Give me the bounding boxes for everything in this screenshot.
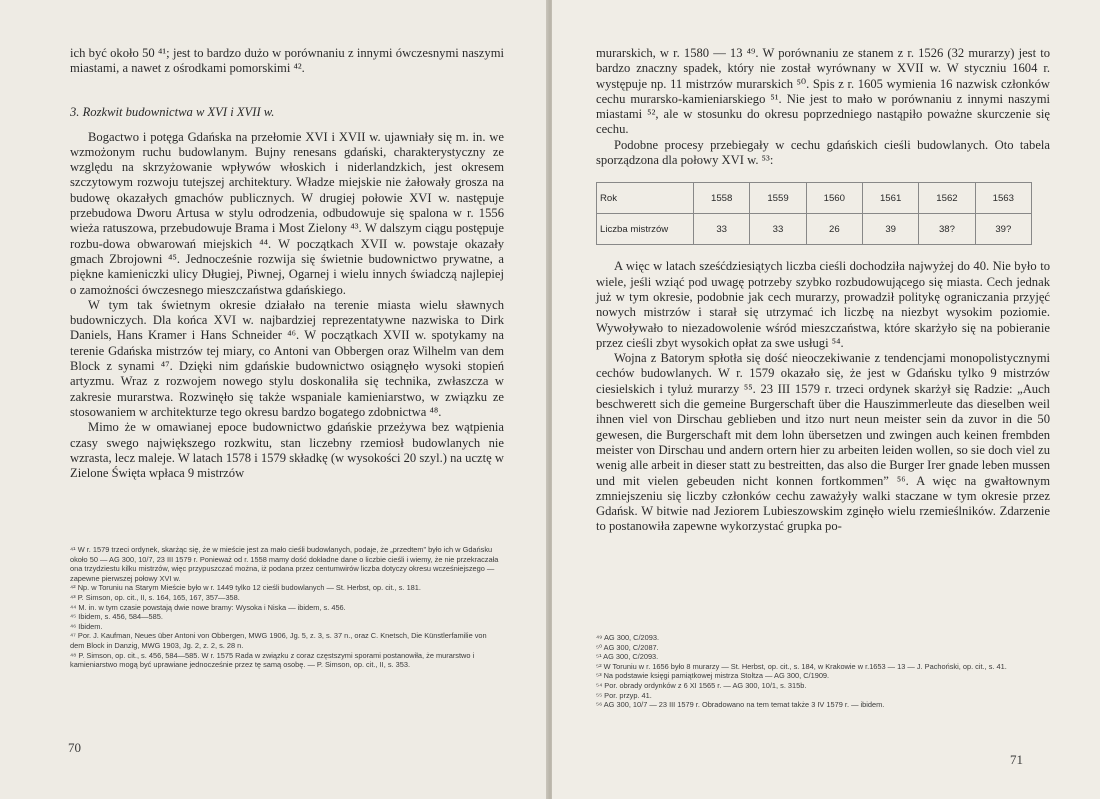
table-cell: 38? (919, 214, 975, 245)
page-number-left: 70 (68, 740, 81, 755)
left-paragraph-1: Bogactwo i potęga Gdańska na przełomie XVI i XVII w. ujawniały się m. in. we wzmożonym ruchu budowlanym. Bujny renesans gdański, charakterystyczny ze względu na skrzyżowanie wpływów włoskich i niderlandzkich, jest okresem szczytowym rozwoju tutejszej architektury. Władze miejskie nie żałowały grosza na budowę okazałych gmachów publicznych. W drugiej połowie XVI w. następuje przebudowa Dworu Artusa w stylu odrodzenia, odbudowuje się spalona w r. 1556 wieża ratuszowa, przebudowuje Brama i Most Zielony ⁴³. W dalszym ciągu postępuje rozbu-dowa obwarowań miejskich ⁴⁴. W początkach XVII w. powstaje okazały gmach Zbrojowni ⁴⁵. Jednocześnie rozwija się świetnie budownictwo prywatne, a piękne kamieniczki ulicy Długiej, Piwnej, Ogarnej i wielu innych świadczą najlepiej o zamożności ówczesnego mieszczaństwa gdańskiego. (70, 129, 504, 297)
table-cell: 1561 (862, 183, 918, 214)
table-row (597, 214, 1032, 245)
footnote: ⁵¹ AG 300, C/2093. (596, 652, 659, 662)
right-footnotes (596, 633, 1036, 710)
footnote: ⁴⁸ P. Simson, op. cit., s. 456, 584—585. W r. 1575 Rada w związku z coraz częstszymi sporami postanowiła, że murarstwo i kamieniarstwo mogą być uprawiane jednocześnie przez tę samą osobę. — P. Simson, op. cit., II, s. 353. (70, 650, 475, 670)
footnote: ⁴³ P. Simson, op. cit., II, s. 164, 165, 167, 357—358. (70, 592, 240, 602)
table-cell: 1563 (975, 183, 1031, 214)
table-cell: 1559 (750, 183, 806, 214)
footnote: ⁵⁴ Por. obrady ordynków z 6 XI 1565 r. — AG 300, 10/1, s. 315b. (596, 680, 807, 690)
right-paragraph-1: A więc w latach sześćdziesiątych liczba cieśli dochodziła najwyżej do 40. Nie było to wiele, jeśli wziąć pod uwagę potrzeby szybko rozbudowującego się miasta. Cech jednak już w tym okresie, podobnie jak cech murarzy, prowadził politykę ograniczania przyjęć nowych mistrzów i starał się utrzymać ich liczbę na niezbyt wysokim poziomie. Wywoływało to niezadowolenie wśród mieszczaństwa, które skarżyło się na pobieranie przez cieśli zbyt wysokich opłat za swe usługi ⁵⁴. (596, 259, 1050, 350)
table-header-count: Liczba mistrzów (597, 214, 694, 245)
table-cell: 26 (806, 214, 862, 245)
left-footnotes (70, 545, 502, 670)
table-row (597, 183, 1032, 214)
footnote: ⁴¹ W r. 1579 trzeci ordynek, skarżąc się, że w mieście jest za mało cieśli budowlanych, podaje, że „przedtem” było ich w Gdańsku około 50 — AG 300, 10/7, 23 III 1579 r. Ponieważ od r. 1558 mamy dość dokładne dane o liczbie cieśli i wiemy, że nie przekraczała ona trzydziestu kilku mistrzów, więc przypuszczać można, iż podana przez centumwirów liczba dotyczy okresu wcześniejszego — zapewne pierwszej połowy XVI w. (70, 545, 499, 583)
carpenters-table (596, 182, 1032, 245)
footnote: ⁵² W Toruniu w r. 1656 było 8 murarzy — St. Herbst, op. cit., s. 184, w Krakowie w r.1653 — 13 — J. Pachoński, op. cit., s. 41. (596, 661, 1007, 671)
footnote: ⁵⁵ Por. przyp. 41. (596, 690, 652, 700)
table-cell: 39 (862, 214, 918, 245)
right-text-continuation: murarskich, w r. 1580 — 13 ⁴⁹. W porównaniu ze stanem z r. 1526 (32 murarzy) jest to bardzo znaczny spadek, który nie został wyrównany w XVII w. W styczniu 1604 r. występuje np. 11 mistrzów murarskich ⁵⁰. Spis z r. 1605 wymienia 16 nazwisk członków cechu murarsko-kamieniarskiego ⁵¹. Nie jest to mało w porównaniu z innymi naszymi miastami ⁵², ale w stosunku do okresu poprzedniego nastąpiło poważne skurczenie się cechu. (596, 46, 1050, 137)
footnote: ⁴² Np. w Toruniu na Starym Mieście było w r. 1449 tylko 12 cieśli budowlanych — St. Herbst, op. cit., s. 181. (70, 583, 421, 593)
footnote: ⁴⁷ Por. J. Kaufman, Neues über Antoni von Obbergen, MWG 1906, Jg. 5, z. 3, s. 37 n., oraz C. Knetsch, Die Künstlerfamilie von dem Block in Danzig, MWG 1903, Jg. 2, z. 2, s. 28 n. (70, 631, 487, 650)
table-cell: 1560 (806, 183, 862, 214)
left-text-continuation: ich być około 50 ⁴¹; jest to bardzo dużo w porównaniu z innymi ówczesnymi naszymi miastami, a nawet z ośrodkami pomorskimi ⁴². (70, 46, 504, 76)
footnote: ⁴⁶ Ibidem. (70, 621, 103, 631)
footnote: ⁵⁰ AG 300, C/2087. (596, 642, 659, 652)
footnote: ⁴⁹ AG 300, C/2093. (596, 633, 660, 642)
left-page (0, 0, 548, 799)
table-cell: 33 (694, 214, 750, 245)
table-cell: 39? (975, 214, 1031, 245)
table-intro-paragraph: Podobne procesy przebiegały w cechu gdańskich cieśli budowlanych. Oto tabela sporządzona dla połowy XVI w. ⁵³: (596, 137, 1050, 168)
footnote: ⁵⁶ AG 300, 10/7 — 23 III 1579 r. Obradowano na tem temat także 3 IV 1579 r. — ibidem. (596, 700, 885, 710)
table-header-year: Rok (597, 183, 694, 214)
right-paragraph-2: Wojna z Batorym spłotła się dość nieoczekiwanie z tendencjami monopolistycznymi cechów budowlanych. W r. 1579 okazało się, że jest w Gdańsku tylko 9 mistrzów ciesielskich i tyluż murarzy ⁵⁵. 23 III 1579 r. trzeci ordynek skarżył się Radzie: „Auch beschwerett sich die gemeine Burgerschaft über die Hauszimmerleute das dieselben weil ihnen viel von Dirschau geblieben und itzo nurt neun meister sein da zuvor in die 50 gewesen, die Burgerschaft mit dem lohn übersetzen und zwingen auch keinen frembden meister von Dirschau und andern ortern hier zu arbeiten leiden wollen, so sie doch viel zu wenig alle arbeit in dieser statt zu bestreitten, das also die Burger Irer gnade leben mussen und mit vielen gebeuden nicht konnen fortkommen” ⁵⁶. A więc na gwałtownym zmniejszeniu się liczby członków cechu zaważyły walki staczane w tym okresie przez Gdańsk. W bitwie nad Jeziorem Lubieszowskim zginęło wielu rzemieślników. Zdarzenie to postanowiła zapewne wykorzystać grupka po- (596, 351, 1050, 534)
footnote: ⁴⁴ M. in. w tym czasie powstają dwie nowe bramy: Wysoka i Niska — ibidem, s. 456. (70, 602, 346, 612)
left-paragraph-3: Mimo że w omawianej epoce budownictwo gdańskie przeżywa bez wątpienia czasy swego największego rozkwitu, stan liczebny rzemiosł budowlanych nie wzrasta, lecz maleje. W latach 1578 i 1579 składkę (w wysokości 20 szyl.) na ucztę w Zielone Święta wpłaca 9 mistrzów (70, 420, 504, 481)
left-paragraph-2: W tym tak świetnym okresie działało na terenie miasta wielu sławnych budowniczych. Dla końca XVI w. najbardziej reprezentatywne nazwiska to Dirk Daniels, Hans Kramer i Hans Schneider ⁴⁶. W początkach XVII w. spotykamy na terenie Gdańska mistrzów tej miary, co Antoni van Obbergen oraz Wilhelm van dem Block z synami ⁴⁷. Dzięki nim gdańskie budownictwo osiągnęło wysoki stopień artyzmu. Wraz z rozwojem nowego stylu doskonaliła się technika, zwłaszcza w zakresie murarstwa. Rozwinęło się także wspaniale kamieniarstwo, w związku ze stosowaniem w architekturze tego okresu bardzo bogatego zdobnictwa ⁴⁸. (70, 297, 504, 419)
footnote: ⁴⁵ Ibidem, s. 456, 584—585. (70, 612, 163, 622)
footnote: ⁵³ Na podstawie księgi pamiątkowej mistrza Stoltza — AG 300, C/1909. (596, 671, 830, 681)
section-heading: 3. Rozkwit budownictwa w XVI i XVII w. (70, 104, 275, 119)
table-cell: 1558 (694, 183, 750, 214)
page-number-right: 71 (1010, 752, 1023, 767)
table-cell: 33 (750, 214, 806, 245)
table-cell: 1562 (919, 183, 975, 214)
